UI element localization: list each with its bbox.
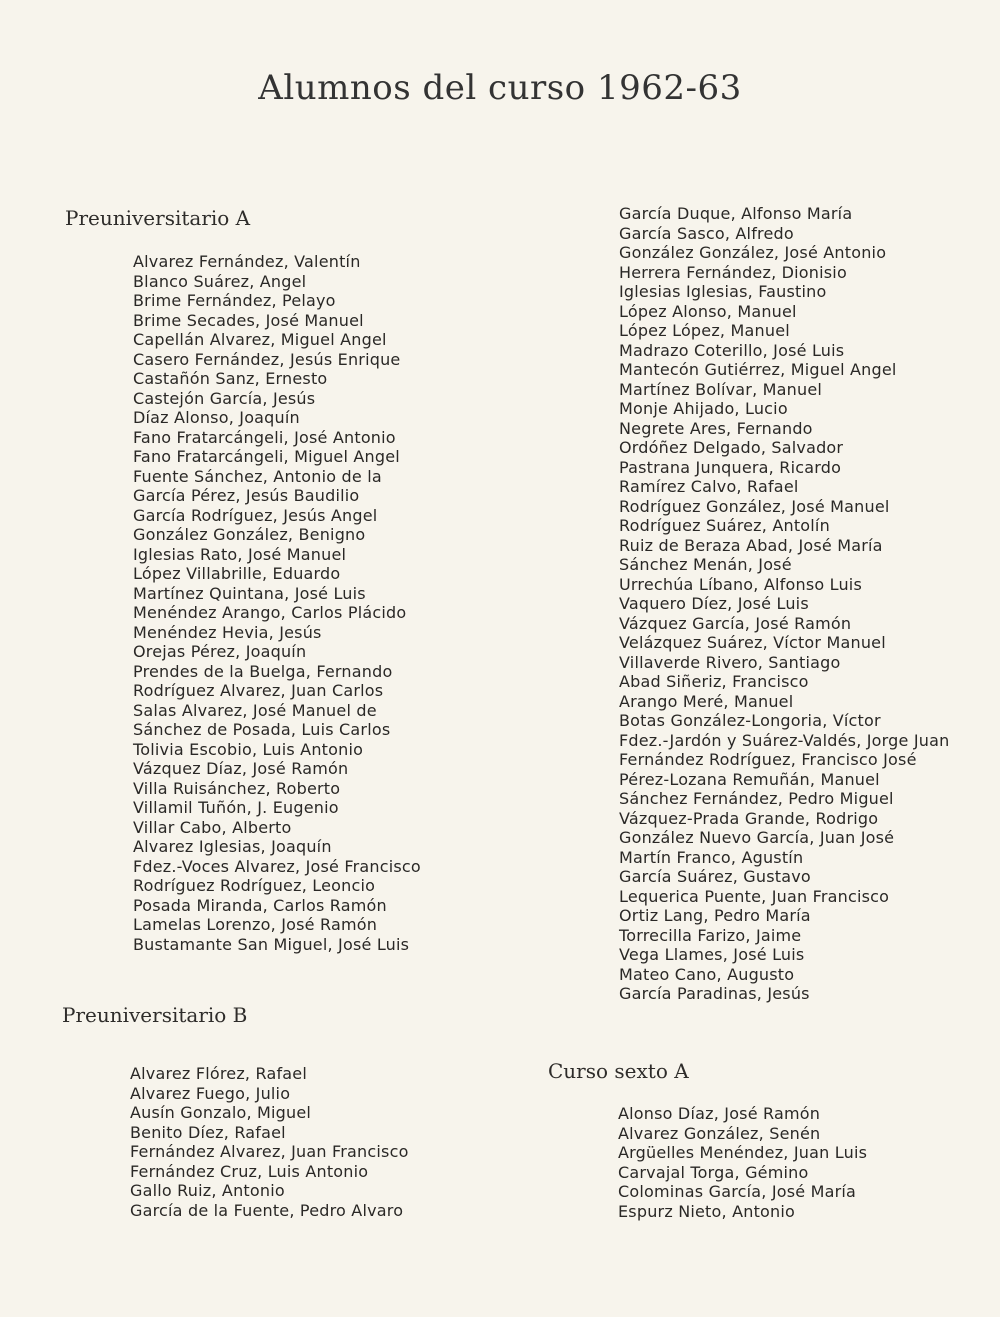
student-list-preu-b [130, 1064, 409, 1220]
student-name: López Alonso, Manuel [619, 301, 797, 321]
student-name: López Villabrille, Eduardo [133, 564, 341, 583]
student-name: García Sasco, Alfredo [619, 223, 794, 243]
student-list-preu-b-continued [619, 204, 949, 1004]
student-name: Villar Cabo, Alberto [133, 817, 292, 837]
student-name: Ausín Gonzalo, Miguel [130, 1103, 312, 1122]
student-name: Villaverde Rivero, Santiago [619, 652, 841, 672]
student-name: Argüelles Menéndez, Juan Luis [618, 1143, 868, 1162]
student-name: Martínez Bolívar, Manuel [619, 379, 823, 399]
student-name: Botas González-Longoria, Víctor [619, 711, 881, 730]
student-name: González Nuevo García, Juan José [619, 828, 895, 847]
student-name: García Paradinas, Jesús [619, 984, 810, 1003]
student-name: Martínez Quintana, José Luis [133, 583, 366, 603]
section-heading-preu-b: Preuniversitario B [62, 1003, 248, 1027]
student-name: Rodríguez Suárez, Antolín [619, 516, 830, 535]
student-name: Pérez-Lozana Remuñán, Manuel [619, 769, 880, 789]
student-name: Vaquero Díez, José Luis [619, 594, 809, 613]
student-name: Abad Siñeriz, Francisco [619, 672, 809, 691]
student-name: Menéndez Hevia, Jesús [133, 622, 322, 642]
student-name: Fano Fratarcángeli, Miguel Angel [133, 447, 400, 466]
student-name: Ordóñez Delgado, Salvador [619, 438, 844, 457]
student-name: Alonso Díaz, José Ramón [618, 1104, 821, 1123]
student-name: Mateo Cano, Augusto [619, 964, 795, 984]
student-name: Castañón Sanz, Ernesto [133, 369, 328, 388]
student-name: Menéndez Arango, Carlos Plácido [133, 603, 407, 622]
student-name: García Rodríguez, Jesús Angel [133, 505, 378, 525]
student-name: Fuente Sánchez, Antonio de la [133, 466, 382, 486]
student-name: Espurz Nieto, Antonio [618, 1201, 796, 1221]
student-name: Sánchez Fernández, Pedro Miguel [619, 789, 894, 808]
student-name: García Pérez, Jesús Baudilio [133, 486, 360, 505]
student-name: Iglesias Iglesias, Faustino [619, 282, 827, 301]
student-name: Díaz Alonso, Joaquín [133, 408, 300, 427]
student-name: Posada Miranda, Carlos Ramón [133, 895, 387, 915]
student-name: Bustamante San Miguel, José Luis [133, 934, 410, 954]
section-heading-sexto-a: Curso sexto A [548, 1059, 689, 1083]
student-name: Alvarez Iglesias, Joaquín [133, 837, 332, 856]
student-name: Urrechúa Líbano, Alfonso Luis [619, 574, 862, 594]
student-name: García Suárez, Gustavo [619, 867, 811, 886]
student-name: Martín Franco, Agustín [619, 847, 804, 867]
student-name: Castejón García, Jesús [133, 388, 316, 408]
student-name: Rodríguez González, José Manuel [619, 496, 890, 516]
student-name: Negrete Ares, Fernando [619, 418, 813, 438]
student-name: Prendes de la Buelga, Fernando [133, 661, 393, 681]
student-name: Arango Meré, Manuel [619, 691, 794, 711]
student-name: Capellán Alvarez, Miguel Angel [133, 330, 387, 349]
student-name: Carvajal Torga, Gémino [618, 1162, 809, 1182]
student-name: Vega Llames, José Luis [619, 945, 805, 964]
student-name: Vázquez-Prada Grande, Rodrigo [619, 808, 879, 828]
student-name: Herrera Fernández, Dionisio [619, 262, 847, 282]
student-name: Lamelas Lorenzo, José Ramón [133, 915, 378, 934]
student-name: Torrecilla Farizo, Jaime [619, 925, 802, 945]
student-name: Fdez.-Jardón y Suárez-Valdés, Jorge Juan [619, 730, 950, 750]
section-heading-preu-a: Preuniversitario A [65, 206, 251, 230]
student-name: Blanco Suárez, Angel [133, 271, 307, 291]
student-name: Fano Fratarcángeli, José Antonio [133, 427, 396, 447]
student-name: Gallo Ruiz, Antonio [130, 1181, 285, 1200]
student-name: Vázquez García, José Ramón [619, 613, 852, 633]
student-name: Rodríguez Alvarez, Juan Carlos [133, 681, 384, 700]
student-name: Monje Ahijado, Lucio [619, 399, 788, 418]
student-name: Alvarez González, Senén [618, 1123, 821, 1143]
student-name: Velázquez Suárez, Víctor Manuel [619, 633, 886, 652]
student-name: García Duque, Alfonso María [619, 204, 853, 223]
student-name: Fernández Alvarez, Juan Francisco [130, 1142, 409, 1161]
student-name: Iglesias Rato, José Manuel [133, 544, 347, 564]
student-name: González González, José Antonio [619, 243, 887, 262]
student-name: Benito Díez, Rafael [130, 1122, 286, 1142]
student-name: Colominas García, José María [618, 1182, 857, 1201]
student-name: Fernández Cruz, Luis Antonio [130, 1161, 369, 1181]
student-name: Mantecón Gutiérrez, Miguel Angel [619, 360, 897, 379]
student-name: Villamil Tuñón, J. Eugenio [133, 798, 339, 817]
student-name: Fdez.-Voces Alvarez, José Francisco [133, 856, 421, 876]
student-name: Pastrana Junquera, Ricardo [619, 457, 842, 477]
student-name: Ruiz de Beraza Abad, José María [619, 535, 883, 555]
student-name: Casero Fernández, Jesús Enrique [133, 349, 401, 369]
student-name: Madrazo Coterillo, José Luis [619, 340, 845, 360]
student-name: González González, Benigno [133, 525, 366, 544]
student-name: Alvarez Fernández, Valentín [133, 252, 361, 271]
student-name: Salas Alvarez, José Manuel de [133, 700, 377, 720]
student-list-preu-a [133, 252, 421, 954]
student-name: Brime Secades, José Manuel [133, 310, 364, 330]
student-list-sexto-a [618, 1104, 867, 1221]
student-name: Rodríguez Rodríguez, Leoncio [133, 876, 376, 895]
student-name: Vázquez Díaz, José Ramón [133, 759, 349, 778]
student-name: Villa Ruisánchez, Roberto [133, 778, 341, 798]
student-name: Fernández Rodríguez, Francisco José [619, 750, 917, 769]
student-name: Tolivia Escobio, Luis Antonio [133, 739, 364, 759]
student-name: Orejas Pérez, Joaquín [133, 642, 307, 661]
student-name: Alvarez Fuego, Julio [130, 1083, 291, 1103]
student-name: Sánchez de Posada, Luis Carlos [133, 720, 391, 739]
student-name: Lequerica Puente, Juan Francisco [619, 886, 890, 906]
student-name: Ortiz Lang, Pedro María [619, 906, 811, 925]
page-title: Alumnos del curso 1962-63 [258, 68, 742, 108]
student-name: Alvarez Flórez, Rafael [130, 1064, 307, 1083]
student-name: Ramírez Calvo, Rafael [619, 477, 799, 496]
student-name: García de la Fuente, Pedro Alvaro [130, 1200, 404, 1220]
student-name: Brime Fernández, Pelayo [133, 291, 336, 310]
student-name: López López, Manuel [619, 321, 790, 340]
student-name: Sánchez Menán, José [619, 555, 792, 574]
